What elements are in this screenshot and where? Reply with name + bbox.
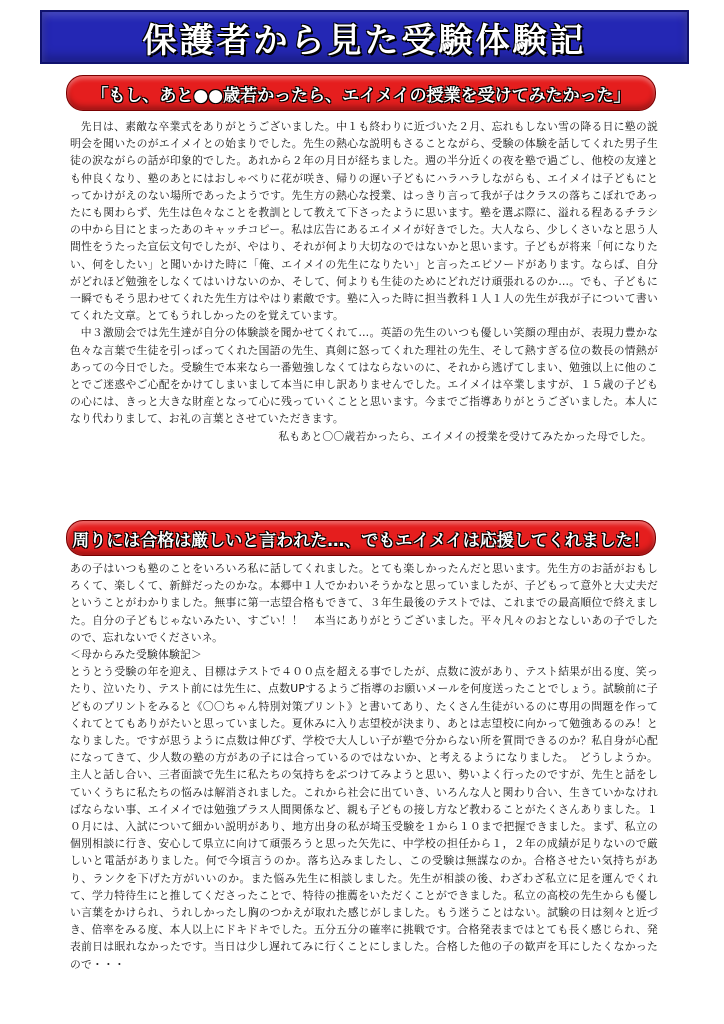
section2-heading: 周りには合格は厳しいと言われた…、でもエイメイは応援してくれました！ xyxy=(72,530,650,551)
section1-heading-banner xyxy=(66,75,656,111)
section1-paragraph-2: 中３激励会では先生達が自分の体験談を聞かせてくれて…。英語の先生のいつも優しい笑顔の理由が、表現力豊かな色々な言葉で生徒を引っぱってくれた国語の先生、真剣に怒ってくれた理社の先生、そして熱すぎる位の数長の情熱があっての今日でした。受験生で本来なら一番勉強しなくてはならないのに、それから逃げてしまい、勉強以上に他のことでご迷惑やご心配をかけてしまいまして本当に申し訳ありませんでした。エイメイは卒業しますが、１５歳の子どもの心には、きっと大きな財産となって心に残っていくことと思います。今までご指導ありがとうございました。本人になり代わりまして、お礼の言葉とさせていただきます。 xyxy=(70,326,658,426)
section1-body xyxy=(70,118,658,445)
section2-paragraph: とうとう受験の年を迎え、目標はテストで４００点を超える事でしたが、点数に波があり、テスト結果が出る度、笑ったり、泣いたり、テスト前には先生に、点数UPするようご指導のお願いメールを何度送ったことでしょう。試験前に子どものプリントをみると《〇〇ちゃん特別対策プリント》と書いてあり、たくさん生徒がいるのに専用の問題を作ってくれてとてもありがたいと思っていました。夏休みに入り志望校が決まり、あとは志望校に向かって勉強あるのみ！となりました。ですが思うように点数は伸びず、学校で大人しい子が塾で分からない所を質問できるのか？私自身が心配になってきて、少人数の塾の方があの子には合っているのではないか、と考えるようになりました。 どうしようか。主人と話し合い、三者面談で先生に私たちの気持ちをぶつけてみようと思い、勢いよく行ったのですが、先生と話をしていくうちに私たちの悩みは解消されました。これから社会に出ていき、いろんな人と関わり合い、生きていかなければならない事、エイメイでは勉強プラス人間関係など、親も子どもの接し方など教わることがたくさんありました。１０月には、入試について細かい説明があり、地方出身の私が埼玉受験を１から１０まで把握できました。まず、私立の個別相談に行き、安心して県立に向けて頑張ろうと思った矢先に、中学校の担任から１，２年の成績が足りないので厳しいと電話がありました。何で今頃言うのか。落ち込みましたし、この受験は無謀なのか。合格させたい気持ちがあり、ランクを下げた方がいいのか。また悩み先生に相談しました。先生が相談の後、わざわざ私立に足を運んでくれて、学力特待生にと推してくださったことで、特待の推薦をいただくことができました。私立の高校の先生からも優しい言葉をかけられ、うれしかったし胸のつかえが取れた感じがしました。もう迷うことはない。試験の日は刻々と近づき、倍率をみる度、本人以上にドキドキでした。五分五分の確率に挑戦です。合格発表まではとても長く感じられ、発表前日は眠れなかったです。当日は少し遅れてみに行くことにしました。合格した他の子の歓声を耳にしたくなかったので・・・ xyxy=(70,665,658,971)
section2-subheading: ＜母からみた受験体験記＞ xyxy=(70,648,202,662)
section2-body xyxy=(70,560,658,973)
page-title-bar xyxy=(40,10,689,64)
section1-paragraph-1: 先日は、素敵な卒業式をありがとうございました。中１も終わりに近づいた２月、忘れもしない雪の降る日に塾の説明会を聞いたのがエイメイとの始まりでした。先生の熱心な説明もさることながら、受験の体験を話してくれた男子生徒の涙ながらの話が印象的でした。あれから２年の月日が経ちました。週の半分近くの夜を塾で過ごし、他校の友達とも仲良くなり、塾のあとにはおしゃべりに花が咲き、帰りの遅い子どもにハラハラしながらも、エイメイは子どもにとってかけがえのない場所であったようです。先生方の熱心な授業、はっきり言って我が子はクラスの落ちこぼれであったにも関わらず、先生は色々なことを教訓として教えて下さったように思います。塾を選ぶ際に、溢れる程あるチラシの中から目にとまったあのキャッチコピー。私は広告にあるエイメイが好きでした。大人なら、少しくさいなと思う人間性をうたった宣伝文句でしたが、やはり、それが何より大切なのではないかと思います。子どもが将来「何になりたい、何をしたい」と聞いかけた時に「俺、エイメイの先生になりたい」と言ったエピソードがあります。ならば、自分がどれほど勉強をしなくてはいけないのか、そして、何よりも生徒のためにどれだけ頑張れるのか…。でも、子どもに一瞬でもそう思わせてくれた先生方はやはり素敵です。塾に入った時に担当教科１人１人の先生が我が子について書いてくれた文章。とてもうれしかったのを覚えています。 xyxy=(70,120,658,323)
section2-intro: あの子はいつも塾のことをいろいろ私に話してくれました。とても楽しかったんだと思います。先生方のお話がおもしろくて、楽しくて、新鮮だったのかな。本郷中１人でかわいそうかなと思っていましたが、子どもって意外と大丈夫だということがわかりました。無事に第一志望合格もできて、３年生最後のテストでは、これまでの最高順位で終えました。自分の子どもじゃないみたい、すごい！！ 本当にありがとうございました。平々凡々のおとなしいあの子でしたので、忘れないでくださいネ。 xyxy=(70,562,658,644)
section1-heading: 「もし、あと●●歳若かったら、エイメイの授業を受けてみたかった」 xyxy=(91,85,631,106)
section2-heading-banner xyxy=(66,520,656,556)
section1-signature: 私もあと〇〇歳若かったら、エイメイの授業を受けてみたかった母でした。 xyxy=(278,429,652,443)
page-title: 保護者から見た受験体験記 xyxy=(142,20,587,61)
